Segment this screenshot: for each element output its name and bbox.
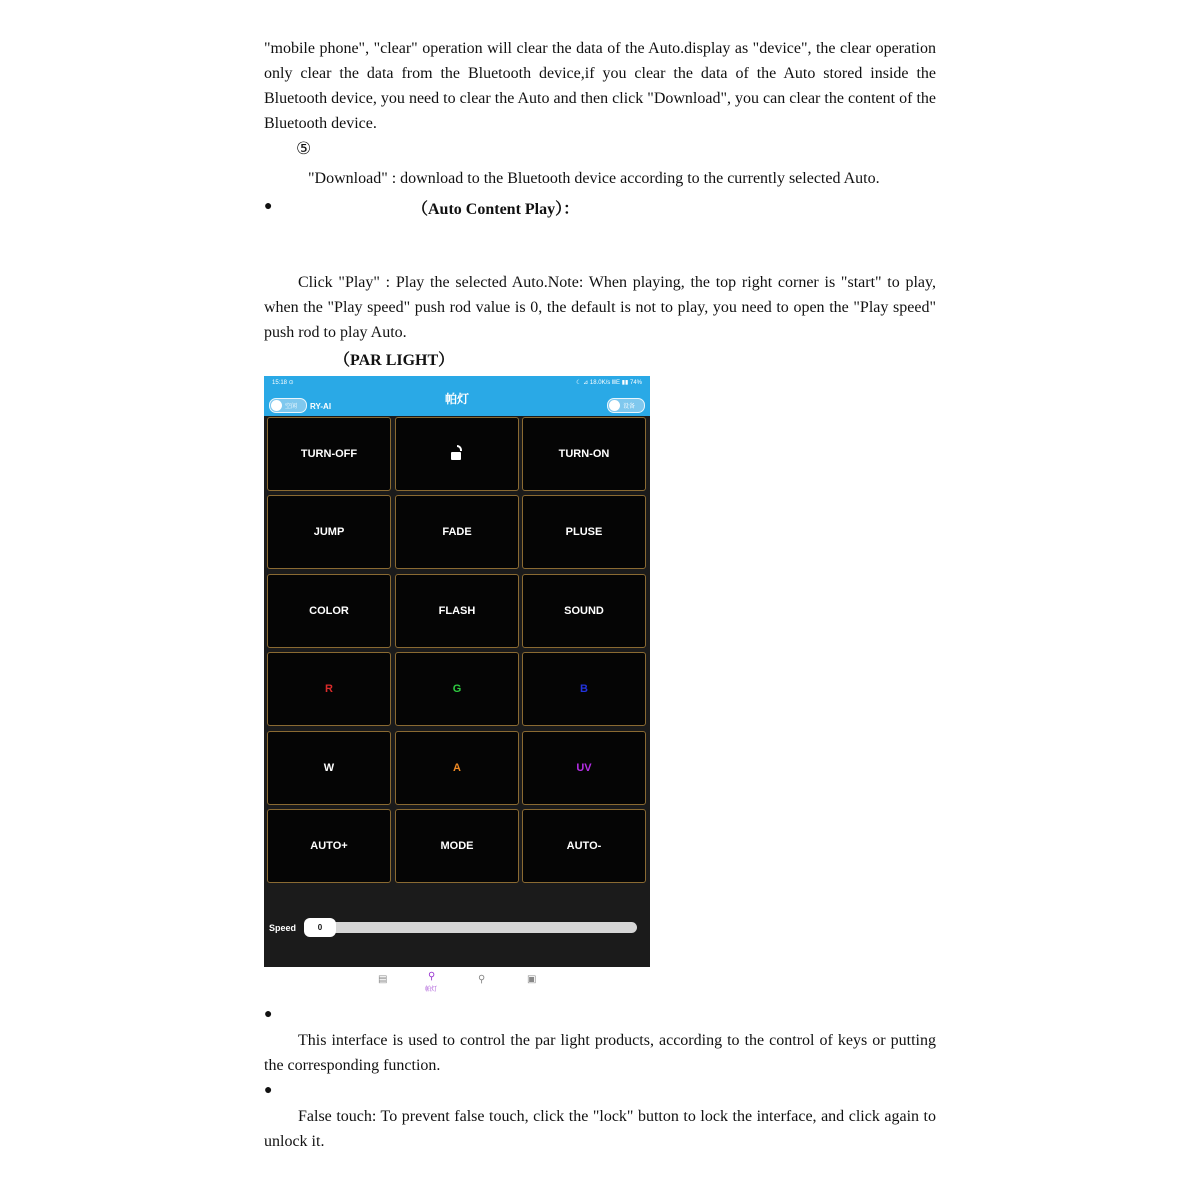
nav-par-light-label: 帕灯 [425, 987, 438, 993]
button-auto[interactable] [267, 809, 391, 883]
button-pluse[interactable] [522, 495, 646, 569]
bottom-navigation [264, 967, 650, 996]
interface-description-block [264, 1028, 936, 1078]
button-label: AUTO- [566, 840, 602, 852]
false-touch-description: False touch: To prevent false touch, click the "lock" button to lock the interface, and click again to unlock it. [264, 1108, 936, 1150]
play-description-block [264, 270, 936, 345]
button-label: PLUSE [565, 526, 603, 539]
speed-slider-track[interactable] [304, 922, 637, 933]
button-jump[interactable] [267, 495, 391, 569]
button-label: FLASH [438, 604, 476, 617]
button-label: G [452, 683, 462, 696]
button-label: FADE [442, 526, 472, 539]
toggle-knob [271, 400, 282, 411]
button-fade[interactable] [395, 495, 519, 569]
status-indicators: ☾ ⊿ 18.0K/s ⅢE ▮▮ 74% [576, 380, 642, 386]
control-panel [264, 416, 650, 967]
button-label: JUMP [313, 526, 345, 539]
button-label: MODE [440, 840, 474, 852]
left-toggle-switch[interactable] [269, 398, 307, 413]
speed-slider-thumb[interactable]: 0 [304, 918, 336, 937]
bullet-false-touch: ● [264, 1083, 273, 1098]
toggle-knob [609, 400, 620, 411]
right-toggle-switch[interactable] [607, 398, 645, 413]
nav-list-icon[interactable]: ▤ [378, 974, 388, 985]
false-touch-description-block [264, 1104, 936, 1154]
button-label: W [323, 761, 335, 774]
nav-search-icon[interactable]: ⚲ [478, 974, 486, 985]
button-auto[interactable] [522, 809, 646, 883]
button-label: TURN-OFF [300, 448, 358, 460]
button-mode[interactable] [395, 809, 519, 883]
app-header [264, 376, 650, 416]
circled-number-five: ⑤ [296, 139, 312, 158]
download-description: "Download" : download to the Bluetooth device according to the currently selected Auto. [308, 170, 880, 187]
button-label: B [580, 683, 588, 696]
interface-description: This interface is used to control the par light products, according to the control of keys or putting the corresponding function. [264, 1032, 936, 1074]
status-time: 15:18 ⊙ [272, 380, 294, 386]
par-light-heading: （PAR LIGHT） [334, 352, 455, 369]
button-label: R [325, 683, 333, 696]
device-name: RY-AI [310, 402, 332, 411]
right-toggle-label: 设备 [623, 404, 636, 410]
button-label: TURN-ON [558, 448, 610, 460]
app-title: 帕灯 [444, 392, 469, 406]
button-b[interactable] [522, 652, 646, 726]
lock-button[interactable] [395, 417, 519, 491]
button-r[interactable] [267, 652, 391, 726]
button-turn-on[interactable] [522, 417, 646, 491]
button-label: SOUND [564, 604, 604, 617]
bullet-auto-content: ● [264, 199, 273, 214]
button-turn-off[interactable] [267, 417, 391, 491]
button-label: AUTO+ [310, 840, 348, 852]
speed-label: Speed [269, 923, 297, 933]
bullet-interface: ● [264, 1007, 273, 1022]
button-color[interactable] [267, 574, 391, 648]
button-grid [267, 417, 649, 887]
button-a[interactable] [395, 731, 519, 805]
button-uv[interactable] [522, 731, 646, 805]
par-light-app-screenshot [264, 376, 650, 996]
button-w[interactable] [267, 731, 391, 805]
auto-content-play-heading: （Auto Content Play）： [412, 201, 580, 218]
button-flash[interactable] [395, 574, 519, 648]
button-label: A [453, 761, 461, 774]
document-body [264, 36, 936, 136]
play-description: Click "Play" : Play the selected Auto.Note: When playing, the top right corner is "start" to play, when the "Play speed" push rod value is 0, the default is not to play, you need to open the "Play speed" push rod to play Auto. [264, 274, 936, 341]
left-toggle-label: 空闲 [285, 404, 298, 410]
nav-folder-icon[interactable]: ▣ [527, 974, 537, 985]
button-sound[interactable] [522, 574, 646, 648]
button-g[interactable] [395, 652, 519, 726]
unlock-icon [448, 444, 466, 465]
button-label: COLOR [309, 604, 349, 617]
button-label: UV [576, 761, 592, 774]
nav-par-light-icon[interactable]: ⚲ [428, 971, 436, 982]
paragraph-clear-operation: "mobile phone", "clear" operation will clear the data of the Auto.display as "device", the clear operation only clear the data from the Bluetooth device,if you clear the data of the Auto stored inside the Bluetooth device, you need to clear the Auto and then click "Download", you can clear the content of the Bluetooth device. [264, 40, 936, 132]
